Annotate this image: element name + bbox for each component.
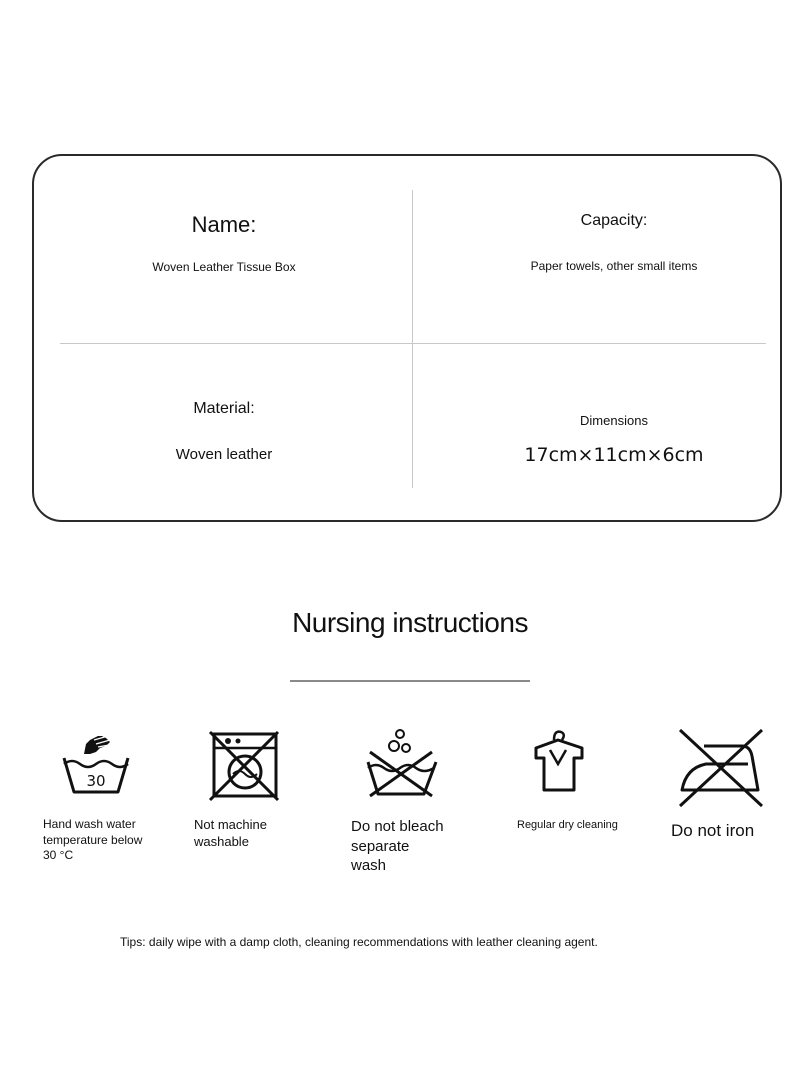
name-value: Woven Leather Tissue Box bbox=[152, 260, 296, 274]
hand-wash-text-line: Hand wash water bbox=[43, 817, 136, 831]
hand-wash-text-line: temperature below bbox=[43, 832, 143, 847]
name-label: Name: bbox=[191, 212, 257, 237]
no-machine-wash-icon bbox=[208, 730, 280, 807]
dimensions-label: Dimensions bbox=[580, 413, 648, 428]
dimensions-value: 17cm×11cm×6cm bbox=[524, 444, 704, 466]
dry-clean-text bbox=[517, 818, 618, 832]
no-machine-wash-text-line: washable bbox=[194, 833, 249, 849]
no-machine-wash-text bbox=[194, 817, 267, 851]
hand-wash-text-line: 30 °C bbox=[43, 848, 74, 863]
dry-clean-icon bbox=[530, 728, 586, 799]
hand-wash-30-icon bbox=[60, 734, 132, 803]
material-label: Material: bbox=[193, 400, 255, 417]
no-bleach-text-line: separate bbox=[351, 837, 410, 855]
no-bleach-text-line: Do not bleach bbox=[351, 818, 444, 835]
no-bleach-text bbox=[351, 817, 444, 876]
spec-card bbox=[32, 154, 782, 522]
hand-wash-text bbox=[43, 817, 142, 864]
material-value: Woven leather bbox=[175, 446, 273, 463]
no-machine-wash-text-line: Not machine bbox=[194, 817, 267, 832]
title-underline bbox=[290, 680, 530, 682]
dry-clean-text-line: Regular dry cleaning bbox=[517, 819, 618, 831]
capacity-label: Capacity: bbox=[580, 212, 648, 229]
care-tips: Tips: daily wipe with a damp cloth, cleaning recommendations with leather cleaning agent. bbox=[120, 935, 598, 949]
vertical-divider bbox=[412, 190, 413, 488]
do-not-iron-text bbox=[671, 820, 754, 842]
no-bleach-text-line: wash bbox=[351, 857, 387, 874]
no-bleach-icon bbox=[362, 728, 442, 803]
capacity-value: Paper towels, other small items bbox=[530, 259, 698, 273]
horizontal-divider bbox=[60, 343, 766, 344]
do-not-iron-icon bbox=[676, 728, 768, 815]
wash-temp-label: 30 bbox=[86, 772, 106, 790]
nursing-instructions-title: Nursing instructions bbox=[292, 607, 528, 638]
do-not-iron-text-line: Do not iron bbox=[671, 821, 755, 840]
